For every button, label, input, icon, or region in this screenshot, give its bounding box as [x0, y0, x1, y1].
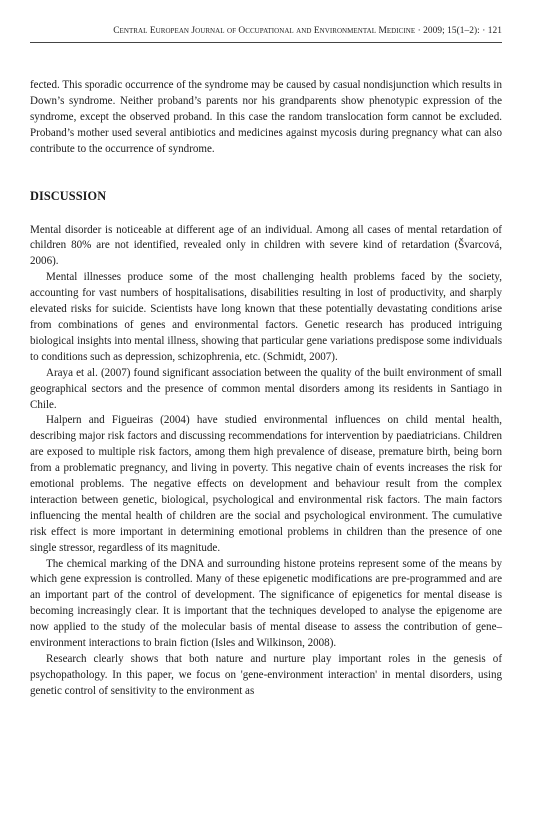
discussion-paragraph-5: The chemical marking of the DNA and surrounding histone proteins represent some of the means by which gene expression is controlled. Many of these epigenetic modifications are pre-programmed and are an important part of the control of development. The significance of epigenetics for mental disease is becoming increasingly clear. It is important that the techniques developed to analyse the epigenome are now applied to the study of the molecular basis of mental disease to assess the contribution of gene–environment interactions to brain fiction (Isles and Wilkinson, 2008).: [30, 557, 502, 650]
running-head: Central European Journal of Occupational and Environmental Medicine · 2009; 15(1–2): · 121: [113, 26, 502, 36]
discussion-paragraph-6: Research clearly shows that both nature and nurture play important roles in the genesis of psychopathology. In this paper, we focus on 'gene-environment interaction' in mental disorders, using genetic control of sensitivity to the environment as: [30, 653, 502, 697]
discussion-paragraph-2: Mental illnesses produce some of the most challenging health problems faced by the society, accounting for vast numbers of hospitalisations, disabilities resulting in lost of productivity, and sharply elevated risks for suicide. Scientists have long known that these potentially devastating conditions arise from combinations of genes and environmental factors. Genetic research has produced intriguing biological insights into mental illness, showing that particular gene variations predispose some individuals to conditions such as depression, schizophrenia, etc. (Schmidt, 2007).: [30, 271, 502, 363]
intro-paragraph: fected. This sporadic occurrence of the syndrome may be caused by casual nondisjunction which results in Down’s syndrome. Neither proband’s parents nor his grandparents show phenotypic expression of the syndrome, except the observed proband. In this case the random translocation form cannot be excluded. Proband’s mother used several antibiotics and medicines against mycosis during pregnancy what can also contribute to the occurrence of syndrome.: [30, 79, 502, 155]
discussion-paragraph-3: Araya et al. (2007) found significant association between the quality of the built environment of small geographical sectors and the presence of common mental disorders among its residents in Santiago in Chile.: [30, 366, 502, 411]
section-heading: DISCUSSION: [30, 188, 107, 203]
discussion-paragraph-1: Mental disorder is noticeable at different age of an individual. Among all cases of mental retardation of children 80% are not identified, revealed only in children with severe kind of retardation (Švarcová, 2006).: [30, 223, 502, 268]
article-body: [30, 78, 502, 700]
header-rule: [30, 42, 502, 43]
discussion-paragraph-4: Halpern and Figueiras (2004) have studied environmental influences on child mental health, describing major risk factors and discussing recommendations for intervention by paediatricians. Children are exposed to multiple risk factors, among them high prevalence of disease, premature birth, being born from a problematic pregnancy, and living in poverty. This negative chain of events increases the risk for emotional problems. The negative effects on development and behaviour result from the complex interaction between genetic, biological, psychological and environmental risk factors. The main factors influencing the mental health of children are the social and psychological environment. The cumulative risk effect is more important in determining emotional problems in children than the presence of one single stressor, regardless of its magnitude.: [30, 414, 502, 554]
